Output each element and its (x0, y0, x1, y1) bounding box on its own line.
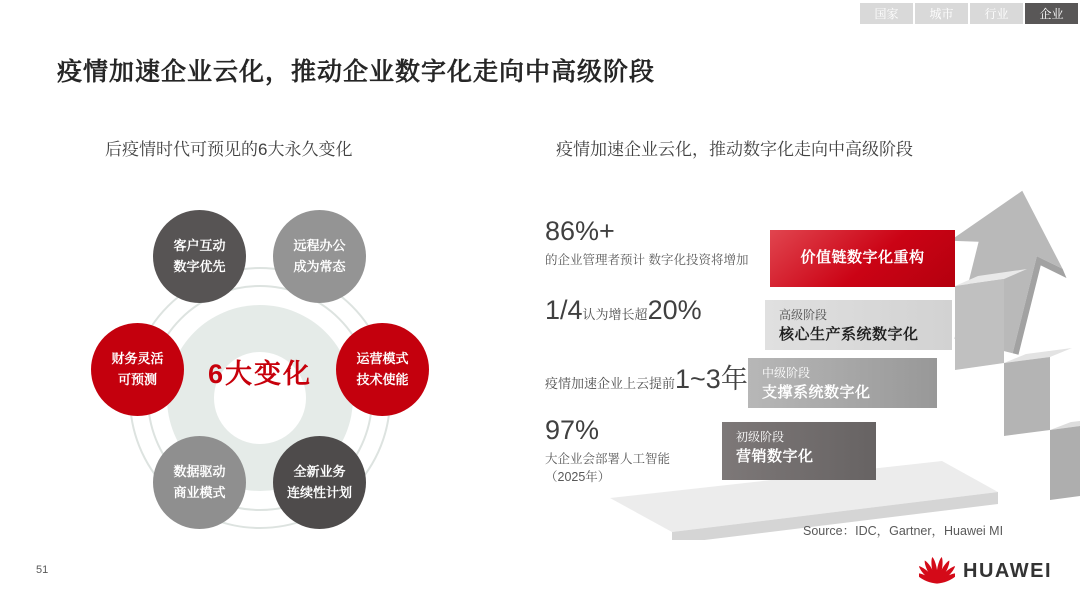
stat-desc: 疫情加速企业上云提前 (545, 376, 676, 391)
source-note: Source：IDC，Gartner，Huawei MI (803, 524, 1004, 538)
bubble-data-driven (153, 436, 246, 529)
bubble-customer-interaction (153, 210, 246, 303)
six-changes-diagram (80, 135, 460, 555)
stat-value: 20% (647, 295, 702, 325)
stat-quarter-growth (545, 295, 702, 326)
step-intermediate-stage (748, 358, 937, 408)
bubble-label: 运营模式 (356, 351, 409, 367)
stat-value: 1/4 (545, 295, 583, 325)
bubble-label: 连续性计划 (286, 484, 352, 500)
tab-city[interactable]: 城市 (915, 3, 968, 24)
step-stage: 高级阶段 (779, 308, 828, 322)
tab-industry[interactable]: 行业 (970, 3, 1023, 24)
bubble-label: 技术使能 (356, 371, 409, 387)
huawei-logo (919, 556, 1052, 586)
step-name: 营销数字化 (736, 447, 814, 465)
page-number: 51 (36, 564, 49, 576)
stat-desc: 认为增长超 (582, 307, 648, 322)
step-name: 核心生产系统数字化 (779, 325, 919, 343)
bubble-label: 数据驱动 (173, 464, 226, 480)
step-name: 价值链数字化重构 (800, 249, 925, 267)
step-stage: 中级阶段 (762, 366, 811, 380)
step-primary-stage (722, 422, 876, 480)
bubble-remote-work (273, 210, 366, 303)
stat-desc: 的企业管理者预计 数字化投资将增加 (545, 253, 749, 267)
bubble-business-continuity (273, 436, 366, 529)
page-title: 疫情加速企业云化，推动企业数字化走向中高级阶段 (57, 58, 656, 86)
bubble-label: 数字优先 (173, 258, 226, 274)
bubble-label: 可预测 (117, 371, 157, 387)
step-advanced-stage (765, 300, 952, 350)
stat-value: 86%+ (545, 216, 615, 246)
center-label-six-changes: 6大变化 (207, 359, 313, 389)
stat-97-percent (545, 415, 670, 485)
step-name: 支撑系统数字化 (762, 383, 871, 401)
bubble-label: 客户互动 (173, 238, 226, 254)
step-stage: 初级阶段 (736, 430, 785, 444)
bubble-label: 远程办公 (293, 238, 346, 254)
left-section-title: 后疫情时代可预见的6大永久变化 (105, 140, 353, 159)
huawei-wordmark: HUAWEI (963, 559, 1052, 582)
huawei-flower-icon (919, 556, 955, 586)
bubble-label: 商业模式 (173, 484, 226, 500)
step-value-chain (770, 230, 955, 287)
digitalization-stairs-diagram (540, 135, 1080, 575)
bubble-label: 成为常态 (293, 258, 346, 274)
stat-desc: （2025年） (545, 470, 611, 484)
bubble-label: 全新业务 (293, 464, 346, 480)
stat-86-percent (545, 216, 748, 268)
right-section-title: 疫情加速企业云化，推动数字化走向中高级阶段 (556, 140, 913, 159)
tab-country[interactable]: 国家 (860, 3, 913, 24)
tab-enterprise[interactable]: 企业 (1025, 3, 1078, 24)
stat-desc: 大企业会部署人工智能 (545, 452, 671, 466)
view-tabs (860, 3, 1078, 24)
stat-value: 97% (545, 415, 600, 445)
stat-value: 1~3年 (675, 364, 748, 394)
stat-cloud-ahead (545, 357, 748, 396)
bubble-label: 财务灵活 (111, 351, 164, 367)
